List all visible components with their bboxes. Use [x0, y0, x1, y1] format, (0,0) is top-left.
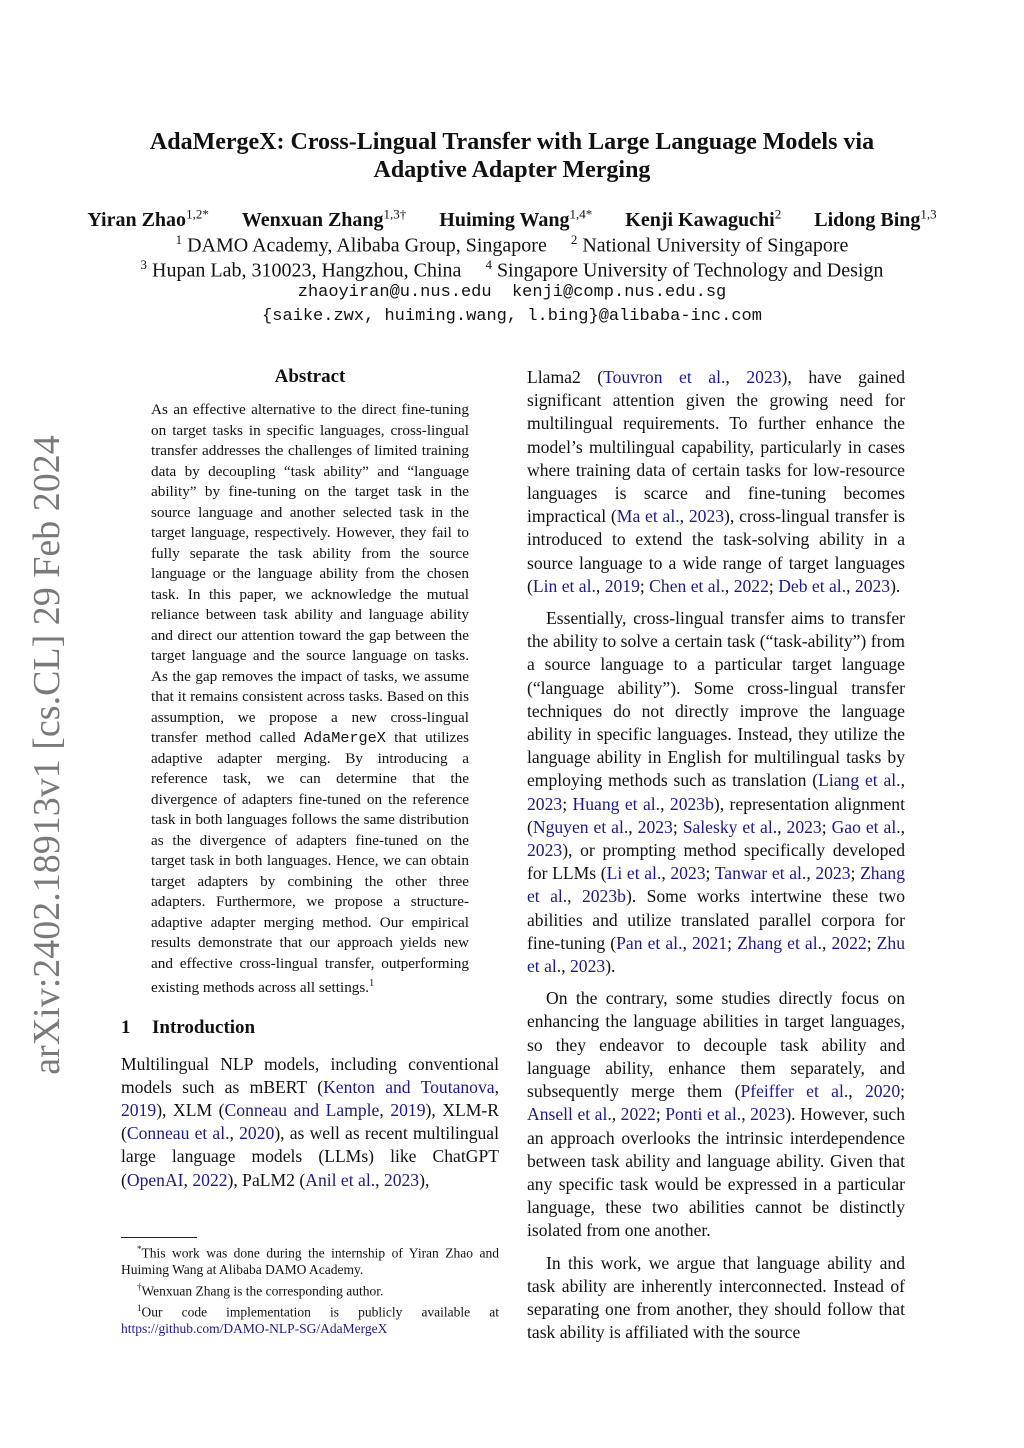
author-emails: {saike.zwx, huiming.wang, l.bing}@alibaba-inc.com: [262, 307, 762, 326]
citation-link[interactable]: 2020: [239, 1123, 275, 1144]
citation-link[interactable]: 2023: [527, 793, 563, 814]
left-column: [121, 366, 499, 1192]
author: Lidong Bing$^{1,3}$: [814, 206, 937, 231]
citation-link[interactable]: 2023: [570, 956, 606, 977]
citation-link[interactable]: Pfeiffer et al.: [740, 1081, 849, 1102]
citation-link[interactable]: Zhang et al.: [737, 932, 823, 953]
citation-link[interactable]: Deb et al.: [778, 575, 847, 596]
section-heading: 1 Introduction: [121, 1016, 256, 1038]
citation-link[interactable]: Ponti et al.: [665, 1104, 742, 1125]
footnote: *This work was done during the internship of Yiran Zhao and Huiming Wang at Alibaba DAMO Academy.: [121, 1244, 499, 1277]
arxiv-identifier: arXiv:2402.18913v1 [cs.CL] 29 Feb 2024: [26, 435, 69, 1075]
citation-link[interactable]: OpenAI: [126, 1169, 184, 1190]
citation-link[interactable]: 2023: [854, 575, 891, 596]
affiliation-line: $^1$ DAMO Academy, Alibaba Group, Singapore $^2$ National University of Singapore: [175, 232, 849, 257]
author-emails: zhaoyiran@u.nus.edu kenji@comp.nus.edu.sg: [297, 283, 727, 302]
citation-link[interactable]: 2022: [733, 575, 769, 596]
author-list: [40, 206, 984, 232]
intro-paragraph: Llama2 (Touvron et al., 2023), have gained significant attention given the growing need for multilingual requirements. To further enhance the model’s multilingual capability, particularly in cases where training data of certain tasks for low-resource languages is scarce and fine-tuning becomes impractical (Ma et al., 2023), cross-lingual transfer is introduced to extend the task-solving ability in a source language to a wide range of target languages (Lin et al., 2019; Chen et al., 2022; Deb et al., 2023).: [527, 367, 906, 596]
footnotes: [121, 1237, 499, 1337]
citation-link[interactable]: 2023: [637, 816, 673, 837]
citation-link[interactable]: 2023b: [581, 886, 626, 907]
citation-link[interactable]: 2023: [688, 506, 725, 527]
citation-link[interactable]: Li et al.: [606, 863, 662, 884]
citation-link[interactable]: Conneau et al.: [126, 1123, 230, 1144]
author: Yiran Zhao$^{1,2*}$: [87, 206, 209, 231]
title-line-2: Adaptive Adapter Merging: [373, 157, 651, 183]
intro-paragraph: In this work, we argue that language ability and task ability are inherently interconnected. Instead of separating one from another, they should follow that task ability is affiliated with the source: [527, 1252, 905, 1343]
citation-link[interactable]: 2019: [121, 1099, 157, 1120]
affiliation: Hupan Lab, 310023, Hangzhou, China: [152, 259, 462, 282]
citation-link[interactable]: 2023: [815, 863, 851, 884]
method-name: AdaMergeX: [303, 729, 386, 747]
citation-link[interactable]: Salesky et al.: [682, 816, 778, 837]
affiliation: National University of Singapore: [582, 234, 849, 257]
citation-link[interactable]: Nguyen et al.: [532, 816, 629, 837]
affiliation-line: $^3$ Hupan Lab, 310023, Hangzhou, China $^4$ Singapore University of Technology and Design: [140, 257, 884, 282]
footnote-marker[interactable]: 1: [369, 978, 375, 989]
citation-link[interactable]: 2023: [527, 840, 563, 861]
author: Huiming Wang$^{1,4*}$: [439, 206, 593, 231]
citation-link[interactable]: 2023b: [669, 793, 714, 814]
citation-link[interactable]: 2022: [620, 1104, 656, 1125]
title-line-1: AdaMergeX: Cross-Lingual Transfer with Large Language Models via: [149, 129, 875, 155]
citation-link[interactable]: Lin et al.: [532, 575, 596, 596]
citation-link[interactable]: 2023: [670, 863, 706, 884]
citation-link[interactable]: Conneau and Lample: [224, 1099, 380, 1120]
citation-link[interactable]: Huang et al.: [572, 793, 661, 814]
citation-link[interactable]: Gao et al.: [831, 816, 901, 837]
citation-link[interactable]: Zhang et al.: [527, 863, 906, 907]
citation-link[interactable]: 2019: [390, 1099, 426, 1120]
citation-link[interactable]: 2023: [786, 816, 822, 837]
arxiv-side-stamp: [24, 435, 70, 1075]
citation-link[interactable]: 2023: [750, 1104, 786, 1125]
citation-link[interactable]: Zhu et al.: [527, 932, 905, 977]
footnote-divider: [121, 1237, 197, 1238]
citation-link[interactable]: Ansell et al.: [527, 1104, 612, 1125]
intro-paragraph: Essentially, cross-lingual transfer aims to transfer the ability to solve a certain task (“task-ability”) from a source language to a particular target language (“language ability”). Some cross-lingual transfer techniques do not directly improve the language ability in specific languages. Instead, they utilize the language ability in English for multilingual tasks by employing methods such as translation (Liang et al., 2023; Huang et al., 2023b), representation alignment (Nguyen et al., 2023; Salesky et al., 2023; Gao et al., 2023), or prompting method specifically developed for LLMs (Li et al., 2023; Tanwar et al., 2023; Zhang et al., 2023b). Some works intertwine these two abilities and utilize translated parallel corpora for fine-tuning (Pan et al., 2021; Zhang et al., 2022; Zhu et al., 2023).: [527, 608, 906, 977]
citation-link[interactable]: Pan et al.: [616, 932, 683, 953]
abstract-heading: Abstract: [274, 366, 346, 387]
citation-link[interactable]: 2021: [691, 932, 728, 953]
citation-link[interactable]: 2019: [604, 575, 640, 596]
citation-link[interactable]: 2023: [383, 1169, 420, 1190]
citation-link[interactable]: Touvron et al.: [603, 367, 726, 387]
right-column: [527, 366, 905, 1344]
citation-link[interactable]: Kenton and Toutanova: [323, 1076, 495, 1097]
citation-link[interactable]: 2022: [831, 932, 867, 953]
author: Kenji Kawaguchi$^2$: [625, 206, 782, 231]
abstract-text: As an effective alternative to the direct fine-tuning on target tasks in specific languages, cross-lingual transfer addresses the challenges of limited training data by decoupling “task ability” and “language ability” by fine-tuning on the target task in the source language and another selected task in the target language, respectively. However, they fail to fully separate the task ability from the source language or the language ability from the chosen task. In this paper, we acknowledge the mutual reliance between task ability and language ability and direct our attention toward the gap between the target language and the source language on tasks. As the gap removes the impact of tasks, we assume that it remains consistent across tasks. Based on this assumption, we propose a new cross-lingual transfer method called AdaMergeX that utilizes adaptive adapter merging. By introducing a reference task, we can determine that the divergence of adapters fine-tuned on the reference task in both languages follows the same distribution as the divergence of adapters fine-tuned on the target task in both languages. Hence, we can obtain target adapters by combining the other three adapters. Furthermore, we propose a structure-adaptive adapter merging method. Our empirical results demonstrate that our approach yields new and effective cross-lingual transfer, outperforming existing methods across all settings.$^1$: [151, 401, 469, 997]
citation-link[interactable]: Tanwar et al.: [714, 863, 807, 884]
footnote: $^1$Our code implementation is publicly available at https://github.com/DAMO-NLP-SG/AdaMergeX: [121, 1302, 499, 1336]
citation-link[interactable]: Anil et al.: [305, 1169, 376, 1190]
affiliation: DAMO Academy, Alibaba Group, Singapore: [187, 234, 547, 257]
citation-link[interactable]: Ma et al.: [616, 506, 680, 527]
citation-link[interactable]: 2020: [864, 1081, 901, 1102]
intro-paragraph: On the contrary, some studies directly focus on enhancing the language abilities in target languages, so they endeavor to decouple task ability and language ability, enhance them separately, and subsequently merge them (Pfeiffer et al., 2020; Ansell et al., 2022; Ponti et al., 2023). However, such an approach overlooks the intrinsic interdependence between task ability and language ability. Given that any specific task would be expressed in a particular language, these two abilities cannot be distinctly isolated from one another.: [527, 988, 906, 1241]
code-link[interactable]: https://github.com/DAMO-NLP-SG/AdaMergeX: [121, 1320, 388, 1336]
footnote: †Wenxuan Zhang is the corresponding author.: [137, 1281, 384, 1298]
citation-link[interactable]: Chen et al.: [649, 575, 725, 596]
citation-link[interactable]: 2022: [192, 1169, 228, 1190]
intro-paragraph: Multilingual NLP models, including conventional models such as mBERT (Kenton and Toutanova, 2019), XLM (Conneau and Lample, 2019), XLM-R (Conneau et al., 2020), as well as recent multilingual large language models (LLMs) like ChatGPT (OpenAI, 2022), PaLM2 (Anil et al., 2023),: [121, 1053, 500, 1190]
citation-link[interactable]: Liang et al.: [818, 770, 901, 791]
citation-link[interactable]: 2023: [746, 367, 782, 387]
paper-title: [60, 128, 964, 184]
author: Wenxuan Zhang$^{1,3\dagger}$: [241, 206, 407, 231]
affiliation: Singapore University of Technology and Design: [496, 259, 884, 282]
